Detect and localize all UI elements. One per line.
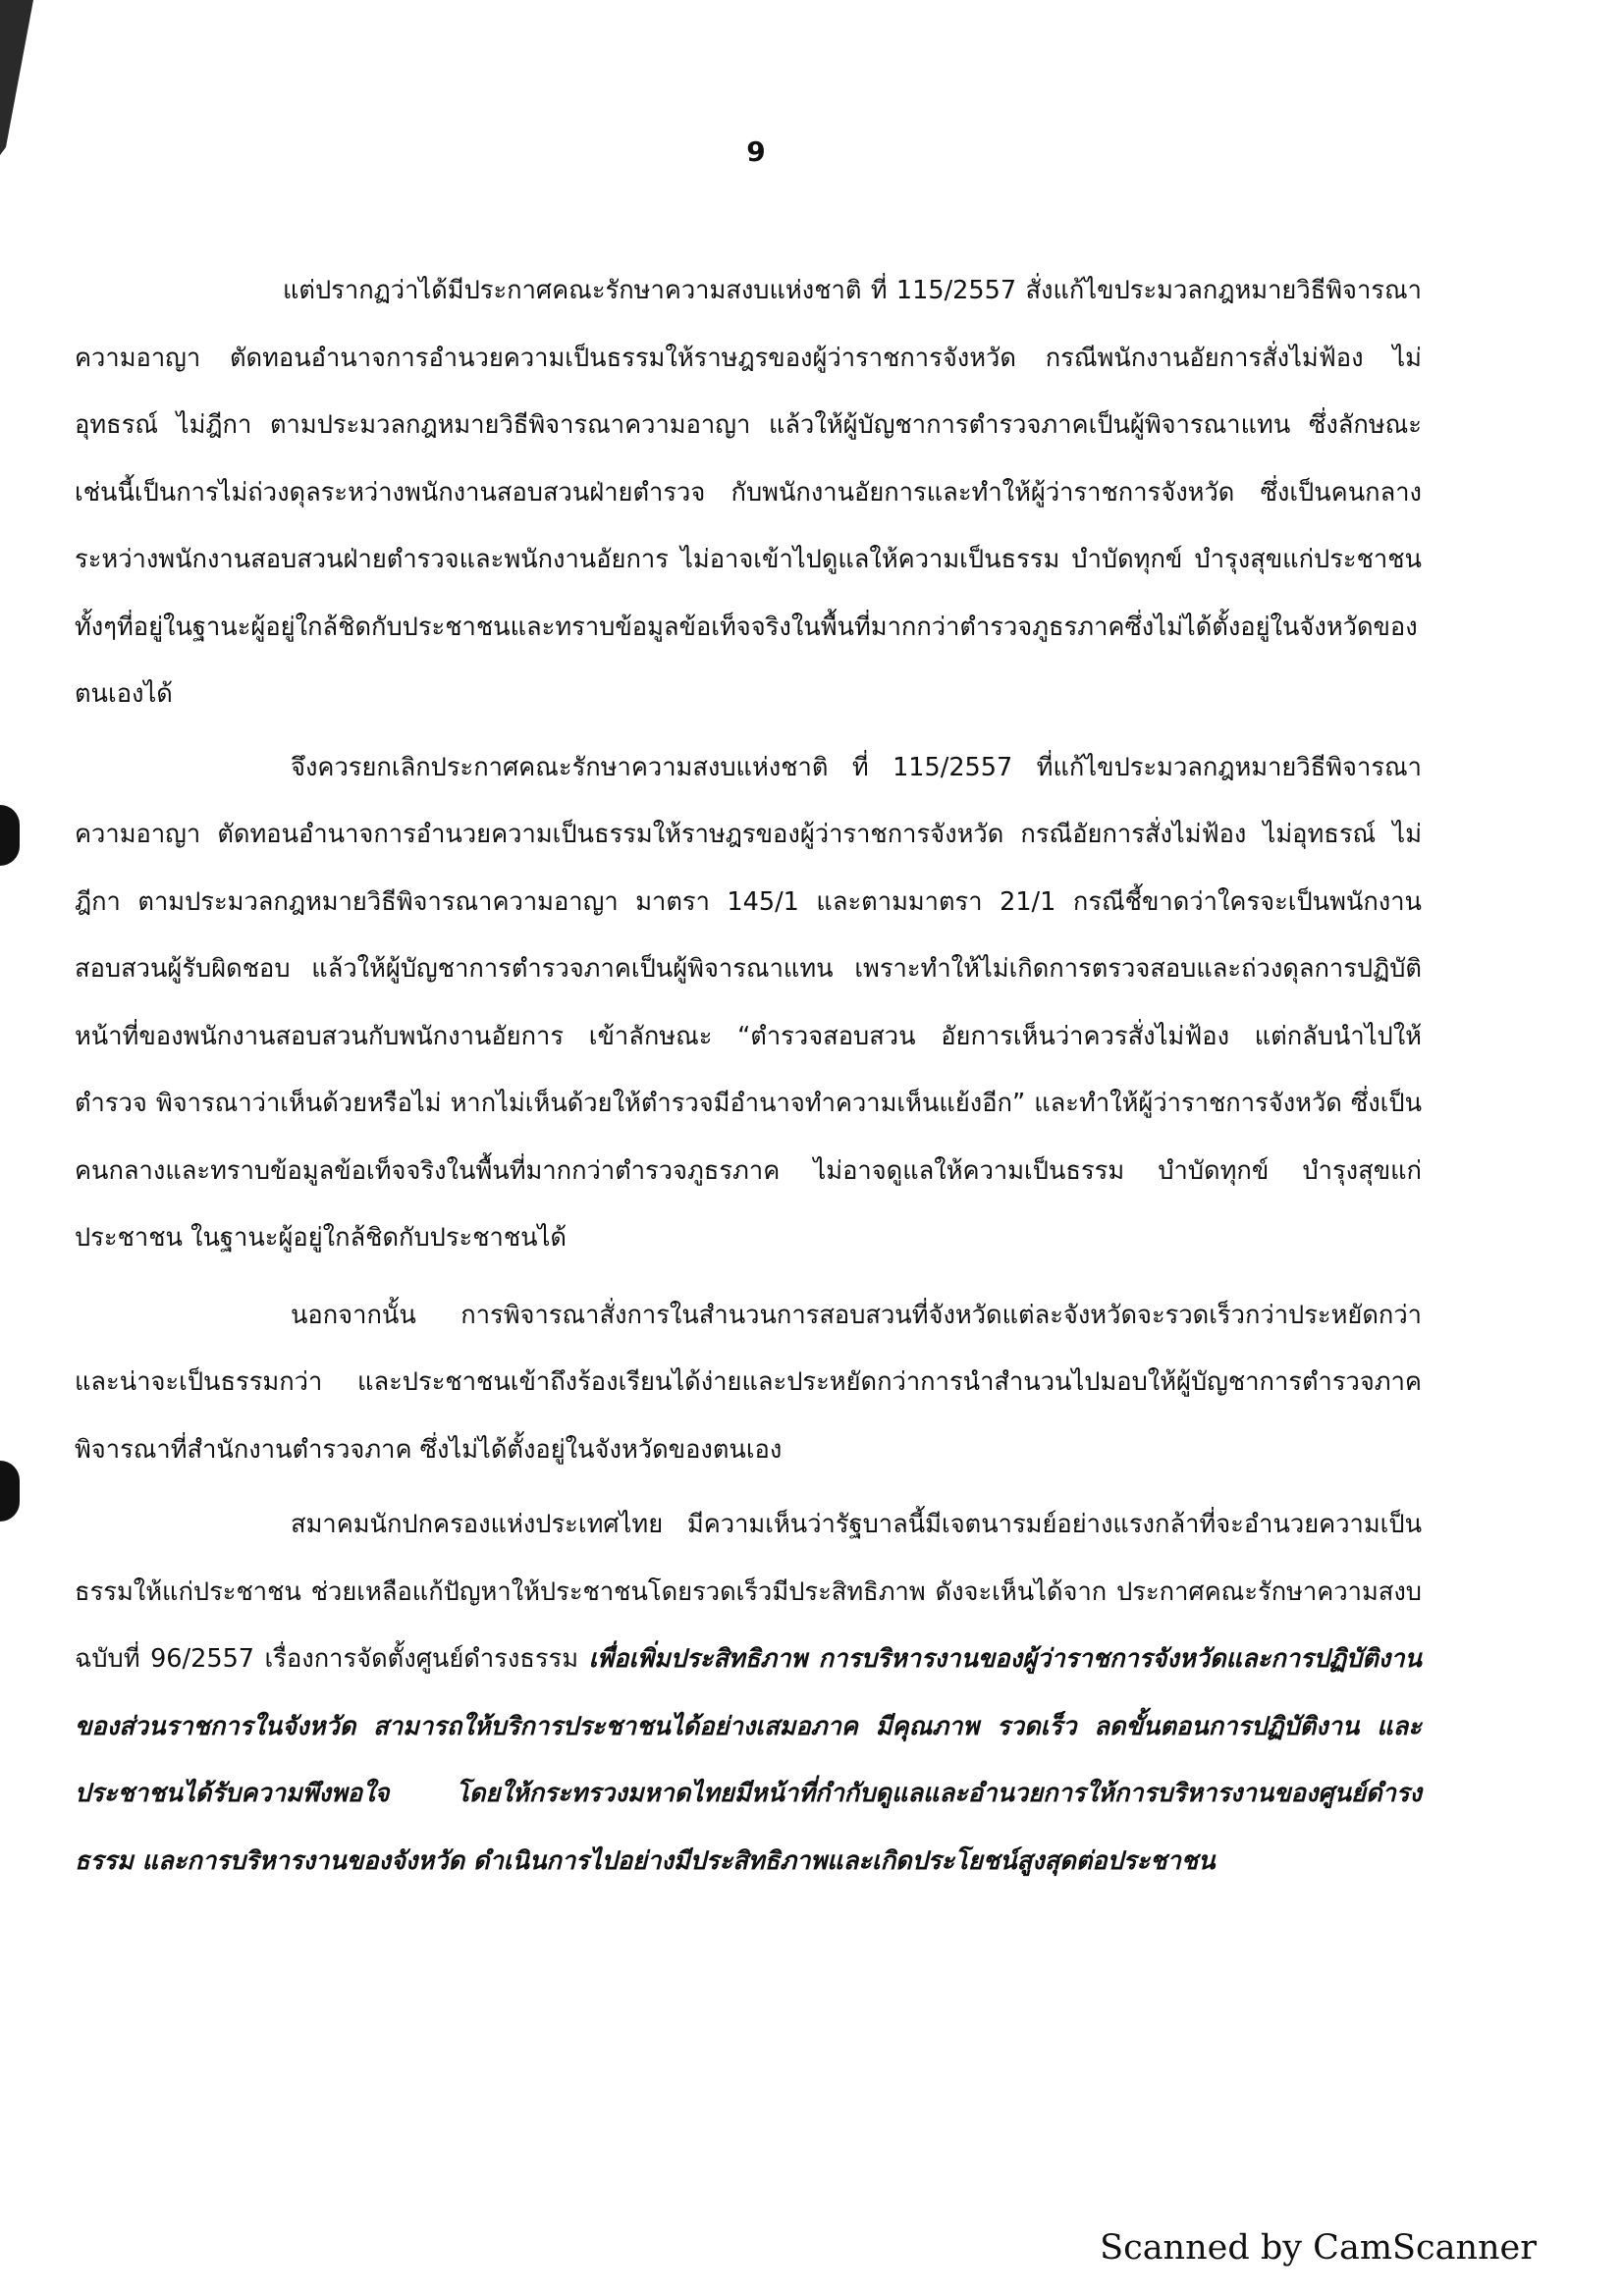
emphasized-text: เพื่อเพิ่มประสิทธิภาพ การบริหารงานของผู้ว่าราชการจังหวัดและการปฏิบัติงานของส่วนราชการในจังหวัด สามารถให้บริการประชาชนได้อย่างเสมอภาค มีคุณภาพ รวดเร็ว ลดขั้นตอนการปฏิบัติงาน และประชาชนได้รับความพึงพอใจ โดยให้กระทรวงมหาดไทยมีหน้าที่กำกับดูแลและอำนวยการให้การบริหารงานของศูนย์ดำรงธรรม และการบริหารงานของจังหวัด ดำเนินการไปอย่างมีประสิทธิภาพและเกิดประโยชน์สูงสุดต่อประชาชน	[75, 1644, 1422, 1876]
scan-edge-mark	[0, 0, 39, 157]
document-body	[75, 257, 1422, 1895]
paragraph-text: สมาคมนักปกครองแห่งประเทศไทย มีความเห็นว่ารัฐบาลนี้มีเจตนารมย์อย่างแรงกล้าที่จะอำนวยความเป็นธรรมให้แก่ประชาชน ช่วยเหลือแก้ปัญหาให้ประชาชนโดยรวดเร็วมีประสิทธิภาพ ดังจะเห็นได้จาก ประกาศคณะรักษาความสงบ ฉบับที่ 96/2557 เรื่องการจัดตั้งศูนย์ดำรงธรรม	[75, 1510, 1422, 1674]
punch-hole-mark	[0, 1461, 20, 1522]
punch-hole-mark	[0, 805, 20, 866]
page-number: 9	[746, 135, 766, 168]
paragraph: นอกจากนั้น การพิจารณาสั่งการในสำนวนการสอบสวนที่จังหวัดแต่ละจังหวัดจะรวดเร็วกว่าประหยัดกว่าและน่าจะเป็นธรรมกว่า และประชาชนเข้าถึงร้องเรียนได้ง่ายและประหยัดกว่าการนำสำนวนไปมอบให้ผู้บัญชาการตำรวจภาค พิจารณาที่สำนักงานตำรวจภาค ซึ่งไม่ได้ตั้งอยู่ในจังหวัดของตนเอง	[75, 1300, 1422, 1465]
paragraph	[75, 1491, 1422, 1895]
scanner-watermark: Scanned by CamScanner	[1100, 2228, 1537, 2268]
paragraph: แต่ปรากฏว่าได้มีประกาศคณะรักษาความสงบแห่งชาติ ที่ 115/2557 สั่งแก้ไขประมวลกฎหมายวิธีพิจารณาความอาญา ตัดทอนอำนาจการอำนวยความเป็นธรรมให้ราษฎรของผู้ว่าราชการจังหวัด กรณีพนักงานอัยการสั่งไม่ฟ้อง ไม่อุทธรณ์ ไม่ฎีกา ตามประมวลกฎหมายวิธีพิจารณาความอาญา แล้วให้ผู้บัญชาการตำรวจภาคเป็นผู้พิจารณาแทน ซึ่งลักษณะเช่นนี้เป็นการไม่ถ่วงดุลระหว่างพนักงานสอบสวนฝ่ายตำรวจ กับพนักงานอัยการและทำให้ผู้ว่าราชการจังหวัด ซึ่งเป็นคนกลางระหว่างพนักงานสอบสวนฝ่ายตำรวจและพนักงานอัยการ ไม่อาจเข้าไปดูแลให้ความเป็นธรรม บำบัดทุกข์ บำรุงสุขแก่ประชาชน ทั้งๆที่อยู่ในฐานะผู้อยู่ใกล้ชิดกับประชาชนและทราบข้อมูลข้อเท็จจริงในพื้นที่มากกว่าตำรวจภูธรภาคซึ่งไม่ได้ตั้งอยู่ในจังหวัดของตนเองได้	[75, 276, 1422, 709]
paragraph: จึงควรยกเลิกประกาศคณะรักษาความสงบแห่งชาติ ที่ 115/2557 ที่แก้ไขประมวลกฎหมายวิธีพิจารณาความอาญา ตัดทอนอำนาจการอำนวยความเป็นธรรมให้ราษฎรของผู้ว่าราชการจังหวัด กรณีอัยการสั่งไม่ฟ้อง ไม่อุทธรณ์ ไม่ฎีกา ตามประมวลกฎหมายวิธีพิจารณาความอาญา มาตรา 145/1 และตามมาตรา 21/1 กรณีชี้ขาดว่าใครจะเป็นพนักงานสอบสวนผู้รับผิดชอบ แล้วให้ผู้บัญชาการตำรวจภาคเป็นผู้พิจารณาแทน เพราะทำให้ไม่เกิดการตรวจสอบและถ่วงดุลการปฏิบัติหน้าที่ของพนักงานสอบสวนกับพนักงานอัยการ เข้าลักษณะ “ตำรวจสอบสวน อัยการเห็นว่าควรสั่งไม่ฟ้อง แต่กลับนำไปให้ตำรวจ พิจารณาว่าเห็นด้วยหรือไม่ หากไม่เห็นด้วยให้ตำรวจมีอำนาจทำความเห็นแย้งอีก” และทำให้ผู้ว่าราชการจังหวัด ซึ่งเป็นคนกลางและทราบข้อมูลข้อเท็จจริงในพื้นที่มากกว่าตำรวจภูธรภาค ไม่อาจดูแลให้ความเป็นธรรม บำบัดทุกข์ บำรุงสุขแก่ประชาชน ในฐานะผู้อยู่ใกล้ชิดกับประชาชนได้	[75, 752, 1422, 1253]
